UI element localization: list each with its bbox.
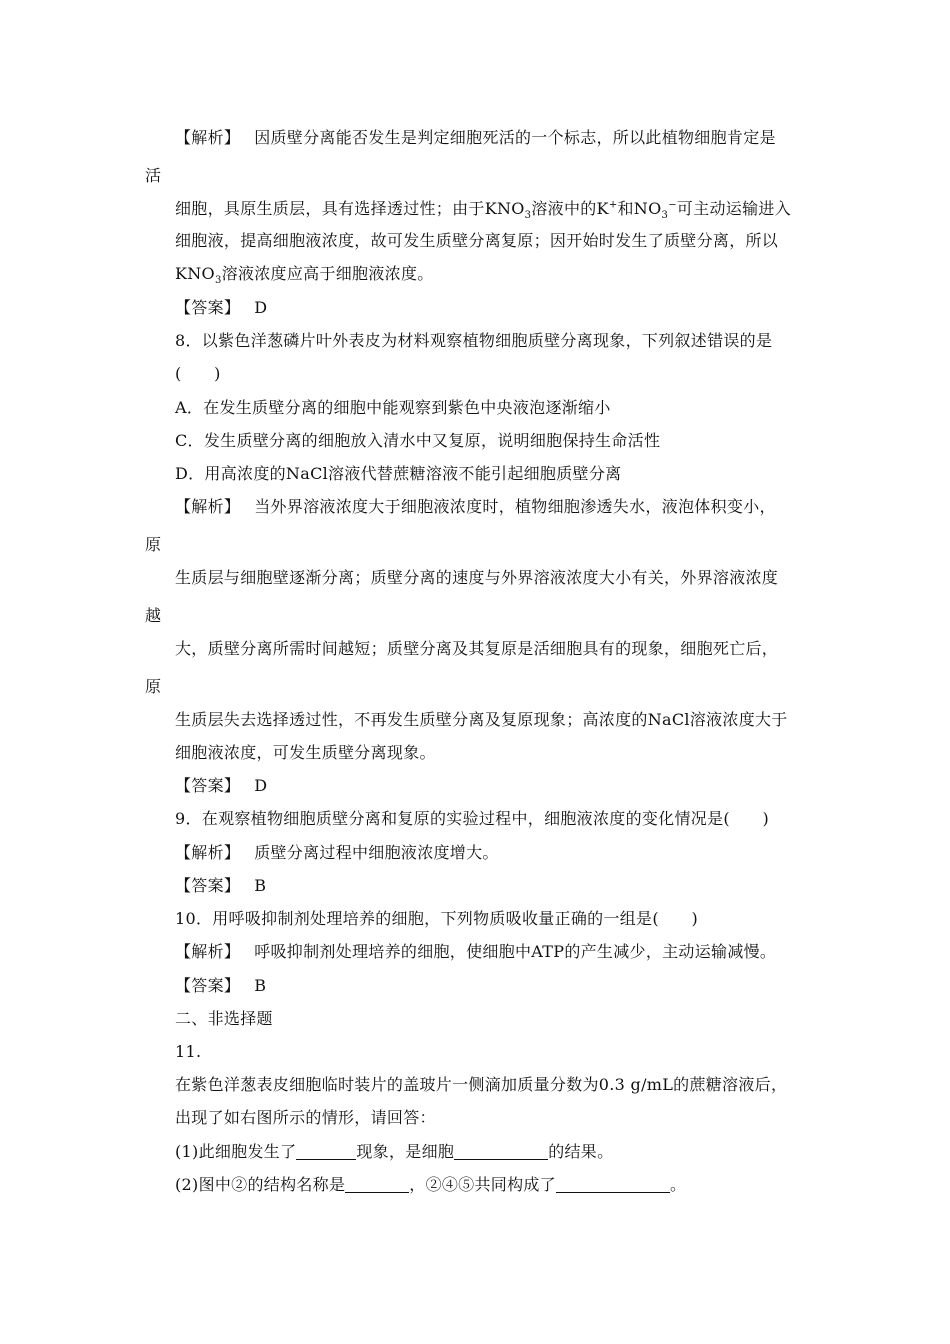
q8-answer: D: [254, 776, 268, 795]
q11-number: 11.: [175, 1042, 202, 1061]
analysis-tag: 【解析】: [175, 942, 241, 961]
analysis-tag: 【解析】: [175, 843, 241, 862]
q8-analysis-line-1: 【解析】 当外界溶液浓度大于细胞液浓度时，植物细胞渗透失水，液泡体积变小，: [175, 497, 776, 516]
answer-blank[interactable]: [296, 1143, 356, 1160]
q8-paren: ( ): [175, 364, 221, 383]
q9-answer-line: [175, 876, 266, 896]
q8-analysis-line-2: 生质层与细胞壁逐渐分离；质壁分离的速度与外界溶液浓度大小有关，外界溶液浓度: [175, 568, 779, 587]
q11-sub-1: (1)此细胞发生了 现象，是细胞 的结果。: [175, 1142, 614, 1161]
q8-answer-line: [175, 776, 267, 796]
q11-stem-2: 出现了如右图所示的情形，请回答：: [175, 1108, 436, 1127]
q10-analysis-line: 【解析】 呼吸抑制剂处理培养的细胞，使细胞中ATP的产生减少，主动运输减慢。: [175, 942, 777, 961]
q11-stem-1: 在紫色洋葱表皮细胞临时装片的盖玻片一侧滴加质量分数为0.3 g/mL的蔗糖溶液后，: [175, 1075, 788, 1094]
q11-sub-2: (2)图中②的结构名称是 ，②④⑤共同构成了 。: [175, 1175, 687, 1194]
q10-answer: B: [254, 976, 267, 995]
q7-answer: D: [254, 298, 268, 317]
answer-tag: 【答案】: [175, 976, 241, 995]
q8-analysis-wrap-3: 原: [145, 677, 162, 696]
q7-analysis-line-4: $KNO_3$溶液浓度应高于细胞液浓度。: [175, 264, 434, 287]
q9-stem: 9．在观察植物细胞质壁分离和复原的实验过程中，细胞液浓度的变化情况是( ): [175, 809, 770, 828]
q9-analysis-line: 【解析】 质壁分离过程中细胞液浓度增大。: [175, 843, 499, 862]
answer-tag: 【答案】: [175, 298, 241, 317]
q7-analysis-line-2: 细胞，具原生质层，具有选择透过性；由于$KNO_3$溶液中的K+和$NO_3^-$可主动运输进入: [175, 199, 791, 222]
q10-answer-line: [175, 976, 266, 996]
q8-option-c: C．发生质壁分离的细胞放入清水中又复原，说明细胞保持生命活性: [175, 431, 661, 450]
analysis-tag: 【解析】: [175, 128, 241, 147]
q7-analysis-wrap: 活: [145, 166, 162, 185]
answer-blank[interactable]: [556, 1176, 670, 1193]
q8-analysis-line-3: 大，质壁分离所需时间越短；质壁分离及其复原是活细胞具有的现象，细胞死亡后，: [175, 639, 779, 658]
q10-stem: 10．用呼吸抑制剂处理培养的细胞，下列物质吸收量正确的一组是( ): [175, 909, 699, 928]
q7-analysis-text: 因质壁分离能否发生是判定细胞死活的一个标志，所以此植物细胞肯定是: [254, 128, 776, 147]
q9-answer: B: [254, 876, 267, 895]
answer-blank[interactable]: [454, 1143, 548, 1160]
q8-analysis-line-5: 细胞液浓度，可发生质壁分离现象。: [175, 743, 436, 762]
q7-analysis-line-1: [175, 128, 776, 148]
answer-tag: 【答案】: [175, 876, 241, 895]
analysis-tag: 【解析】: [175, 497, 241, 516]
answer-blank[interactable]: [345, 1176, 409, 1193]
q8-analysis-line-4: 生质层失去选择透过性，不再发生质壁分离及复原现象；高浓度的NaCl溶液浓度大于: [175, 710, 788, 729]
section-heading: 二、非选择题: [175, 1009, 273, 1028]
q8-option-a: A．在发生质壁分离的细胞中能观察到紫色中央液泡逐渐缩小: [175, 398, 611, 417]
q8-stem: 8．以紫色洋葱磷片叶外表皮为材料观察植物细胞质壁分离现象，下列叙述错误的是: [175, 331, 773, 350]
q8-option-d: D．用高浓度的NaCl溶液代替蔗糖溶液不能引起细胞质壁分离: [175, 464, 622, 483]
answer-tag: 【答案】: [175, 776, 241, 795]
q8-analysis-wrap-2: 越: [145, 606, 162, 625]
q7-answer-line: [175, 298, 267, 318]
q7-analysis-line-3: 细胞液，提高细胞液浓度，故可发生质壁分离复原；因开始时发生了质壁分离，所以: [175, 231, 779, 250]
q8-analysis-wrap-1: 原: [145, 535, 162, 554]
